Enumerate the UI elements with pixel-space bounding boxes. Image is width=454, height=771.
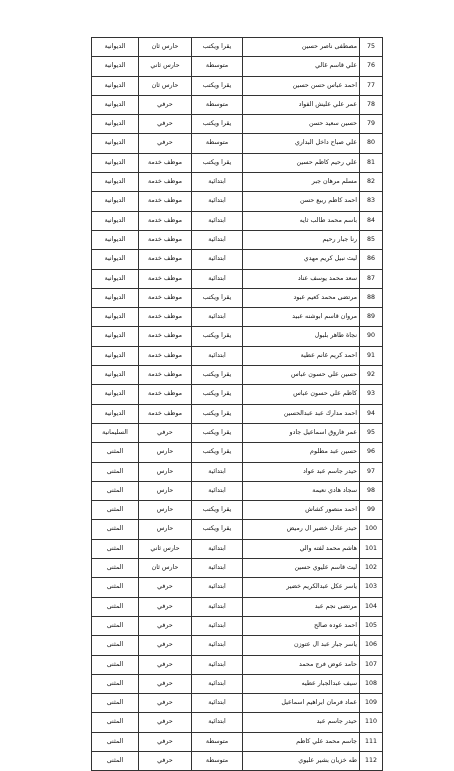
row-number-cell: 100 [360,520,383,539]
name-cell: احمد كاظم ربيع حسن [243,192,360,211]
department-cell: الديوانية [92,153,139,172]
table-row [92,559,383,578]
table-row [92,694,383,713]
job-title-cell: موظف خدمة [139,250,192,269]
job-title-cell: موظف خدمة [139,327,192,346]
table-row [92,597,383,616]
job-title-cell: موظف خدمة [139,308,192,327]
table-row [92,539,383,558]
name-cell: هاشم محمد لفته والي [243,539,360,558]
education-cell: ابتدائية [192,269,243,288]
name-cell: احمد كريم غانم عطية [243,346,360,365]
education-cell: ابتدائية [192,597,243,616]
job-title-cell: موظف خدمة [139,288,192,307]
department-cell: الديوانية [92,134,139,153]
name-cell: سيف عبدالجبار عطيه [243,674,360,693]
row-number-cell: 92 [360,366,383,385]
table-row [92,462,383,481]
education-cell: يقرا ويكتب [192,115,243,134]
name-cell: حيدر جاسم عبد [243,713,360,732]
name-cell: حامد عوض فرج محمد [243,655,360,674]
job-title-cell: موظف خدمة [139,366,192,385]
education-cell: ابتدائية [192,250,243,269]
name-cell: حيدر عادل خضير ال رميض [243,520,360,539]
table-row [92,76,383,95]
job-title-cell: حارس ثاني [139,539,192,558]
department-cell: المثنى [92,578,139,597]
table-row [92,288,383,307]
education-cell: ابتدائية [192,173,243,192]
education-cell: يقرا ويكتب [192,443,243,462]
department-cell: المثنى [92,520,139,539]
job-title-cell: حارس ثاني [139,57,192,76]
job-title-cell: موظف خدمة [139,404,192,423]
department-cell: الديوانية [92,230,139,249]
row-number-cell: 84 [360,211,383,230]
name-cell: مرتضى محمد كعيم عبود [243,288,360,307]
name-cell: حسين عبد مطلوم [243,443,360,462]
name-cell: ليث نبيل كريم مهدي [243,250,360,269]
name-cell: علي رحيم كاظم حسين [243,153,360,172]
job-title-cell: حرفي [139,578,192,597]
department-cell: الديوانية [92,115,139,134]
row-number-cell: 101 [360,539,383,558]
education-cell: يقرا ويكتب [192,327,243,346]
job-title-cell: موظف خدمة [139,211,192,230]
department-cell: المثنى [92,674,139,693]
department-cell: الديوانية [92,76,139,95]
department-cell: المثنى [92,539,139,558]
table-row [92,655,383,674]
row-number-cell: 95 [360,423,383,442]
education-cell: ابتدائية [192,616,243,635]
row-number-cell: 109 [360,694,383,713]
education-cell: ابتدائية [192,308,243,327]
education-cell: يقرا ويكتب [192,153,243,172]
education-cell: يقرا ويكتب [192,366,243,385]
row-number-cell: 107 [360,655,383,674]
education-cell: ابتدائية [192,539,243,558]
education-cell: يقرا ويكتب [192,385,243,404]
name-cell: عمر فاروق اسماعيل جادو [243,423,360,442]
education-cell: ابتدائية [192,636,243,655]
table-row [92,115,383,134]
education-cell: يقرا ويكتب [192,76,243,95]
name-cell: كاظم علي حسون عباس [243,385,360,404]
name-cell: رنا جبار رحيم [243,230,360,249]
name-cell: حسين علي حسون عباس [243,366,360,385]
department-cell: الديوانية [92,346,139,365]
job-title-cell: حرفي [139,95,192,114]
department-cell: المثنى [92,732,139,751]
table-row [92,751,383,770]
row-number-cell: 85 [360,230,383,249]
department-cell: المثنى [92,713,139,732]
table-row [92,192,383,211]
education-cell: ابتدائية [192,211,243,230]
education-cell: ابتدائية [192,481,243,500]
education-cell: متوسطة [192,57,243,76]
education-cell: متوسطة [192,134,243,153]
education-cell: ابتدائية [192,655,243,674]
name-cell: علي صباح داخل البداري [243,134,360,153]
education-cell: يقرا ويكتب [192,520,243,539]
education-cell: ابتدائية [192,462,243,481]
job-title-cell: حرفي [139,751,192,770]
education-cell: ابتدائية [192,559,243,578]
employee-table-body [92,38,383,771]
department-cell: الديوانية [92,211,139,230]
name-cell: مرتضى نجم عبد [243,597,360,616]
row-number-cell: 86 [360,250,383,269]
job-title-cell: حرفي [139,732,192,751]
name-cell: ياسر عكل عبدالكريم خضير [243,578,360,597]
education-cell: يقرا ويكتب [192,288,243,307]
job-title-cell: حارس [139,443,192,462]
row-number-cell: 89 [360,308,383,327]
name-cell: طه خزيان بشير عليوي [243,751,360,770]
education-cell: ابتدائية [192,674,243,693]
department-cell: الديوانية [92,288,139,307]
job-title-cell: حارس [139,481,192,500]
table-row [92,404,383,423]
table-row [92,423,383,442]
table-row [92,95,383,114]
job-title-cell: موظف خدمة [139,269,192,288]
education-cell: يقرا ويكتب [192,501,243,520]
row-number-cell: 75 [360,38,383,57]
department-cell: الديوانية [92,366,139,385]
name-cell: مسلم مرهان جبر [243,173,360,192]
job-title-cell: حارس ثان [139,559,192,578]
name-cell: سعد محمد يوسف عناد [243,269,360,288]
name-cell: ليث قاسم عليوي حسين [243,559,360,578]
row-number-cell: 83 [360,192,383,211]
job-title-cell: حرفي [139,713,192,732]
table-row [92,366,383,385]
education-cell: متوسطة [192,95,243,114]
name-cell: جاسم محمد علي كاظم [243,732,360,751]
job-title-cell: موظف خدمة [139,385,192,404]
education-cell: ابتدائية [192,713,243,732]
department-cell: الديوانية [92,269,139,288]
education-cell: يقرا ويكتب [192,404,243,423]
row-number-cell: 104 [360,597,383,616]
name-cell: عمر علي عليش الفواد [243,95,360,114]
department-cell: الديوانية [92,404,139,423]
row-number-cell: 79 [360,115,383,134]
department-cell: الديوانية [92,95,139,114]
row-number-cell: 108 [360,674,383,693]
name-cell: علي قاسم غالي [243,57,360,76]
table-row [92,732,383,751]
table-row [92,481,383,500]
row-number-cell: 76 [360,57,383,76]
education-cell: ابتدائية [192,578,243,597]
education-cell: يقرا ويكتب [192,423,243,442]
row-number-cell: 106 [360,636,383,655]
row-number-cell: 105 [360,616,383,635]
department-cell: السليمانية [92,423,139,442]
education-cell: متوسطة [192,732,243,751]
job-title-cell: موظف خدمة [139,173,192,192]
name-cell: احمد مدارك عبد عبدالحسين [243,404,360,423]
job-title-cell: حارس [139,501,192,520]
row-number-cell: 97 [360,462,383,481]
job-title-cell: حارس [139,520,192,539]
education-cell: يقرا ويكتب [192,38,243,57]
table-row [92,269,383,288]
name-cell: سجاد هادي نعيمة [243,481,360,500]
name-cell: مروان قاسم ابوشنه عبيد [243,308,360,327]
row-number-cell: 91 [360,346,383,365]
name-cell: حيدر جاسم عبد عواد [243,462,360,481]
table-row [92,578,383,597]
department-cell: المثنى [92,616,139,635]
name-cell: حسين سعيد حسن [243,115,360,134]
department-cell: المثنى [92,501,139,520]
row-number-cell: 99 [360,501,383,520]
job-title-cell: حارس ثان [139,38,192,57]
table-row [92,636,383,655]
job-title-cell: حرفي [139,616,192,635]
row-number-cell: 82 [360,173,383,192]
row-number-cell: 96 [360,443,383,462]
table-row [92,501,383,520]
department-cell: الديوانية [92,57,139,76]
department-cell: الديوانية [92,192,139,211]
department-cell: الديوانية [92,385,139,404]
department-cell: الديوانية [92,327,139,346]
table-row [92,153,383,172]
department-cell: الديوانية [92,173,139,192]
row-number-cell: 77 [360,76,383,95]
education-cell: ابتدائية [192,230,243,249]
job-title-cell: موظف خدمة [139,153,192,172]
job-title-cell: حرفي [139,115,192,134]
job-title-cell: حرفي [139,674,192,693]
department-cell: الديوانية [92,38,139,57]
department-cell: المثنى [92,597,139,616]
row-number-cell: 88 [360,288,383,307]
row-number-cell: 94 [360,404,383,423]
name-cell: باسم محمد طالب ثايه [243,211,360,230]
name-cell: عماد فرمان ابراهيم اسماعيل [243,694,360,713]
table-row [92,57,383,76]
job-title-cell: موظف خدمة [139,230,192,249]
department-cell: المثنى [92,694,139,713]
row-number-cell: 102 [360,559,383,578]
job-title-cell: حارس [139,462,192,481]
job-title-cell: حرفي [139,423,192,442]
job-title-cell: حارس ثان [139,76,192,95]
table-row [92,38,383,57]
name-cell: ياسر جبار عبد ال عتوزن [243,636,360,655]
education-cell: ابتدائية [192,346,243,365]
department-cell: المثنى [92,559,139,578]
row-number-cell: 87 [360,269,383,288]
row-number-cell: 90 [360,327,383,346]
education-cell: ابتدائية [192,694,243,713]
table-row [92,134,383,153]
table-row [92,385,383,404]
department-cell: الديوانية [92,308,139,327]
employee-table [91,37,383,771]
name-cell: مصطفى ناصر حسين [243,38,360,57]
row-number-cell: 93 [360,385,383,404]
name-cell: احمد منصور كشاش [243,501,360,520]
row-number-cell: 103 [360,578,383,597]
table-row [92,346,383,365]
row-number-cell: 111 [360,732,383,751]
job-title-cell: حرفي [139,636,192,655]
department-cell: المثنى [92,655,139,674]
job-title-cell: موظف خدمة [139,346,192,365]
table-row [92,520,383,539]
department-cell: الديوانية [92,250,139,269]
department-cell: المثنى [92,443,139,462]
name-cell: احمد عوده صالح [243,616,360,635]
job-title-cell: حرفي [139,655,192,674]
department-cell: المثنى [92,751,139,770]
table-row [92,616,383,635]
table-row [92,230,383,249]
job-title-cell: حرفي [139,134,192,153]
department-cell: المثنى [92,481,139,500]
table-row [92,327,383,346]
table-row [92,674,383,693]
job-title-cell: حرفي [139,694,192,713]
row-number-cell: 78 [360,95,383,114]
table-row [92,308,383,327]
education-cell: متوسطة [192,751,243,770]
row-number-cell: 81 [360,153,383,172]
row-number-cell: 112 [360,751,383,770]
name-cell: نجاة طاهر بلبول [243,327,360,346]
department-cell: المثنى [92,636,139,655]
row-number-cell: 98 [360,481,383,500]
job-title-cell: موظف خدمة [139,192,192,211]
table-row [92,173,383,192]
row-number-cell: 80 [360,134,383,153]
job-title-cell: حرفي [139,597,192,616]
table-row [92,713,383,732]
table-row [92,443,383,462]
table-row [92,250,383,269]
education-cell: ابتدائية [192,192,243,211]
row-number-cell: 110 [360,713,383,732]
table-row [92,211,383,230]
department-cell: المثنى [92,462,139,481]
name-cell: احمد عباس حسن حسين [243,76,360,95]
